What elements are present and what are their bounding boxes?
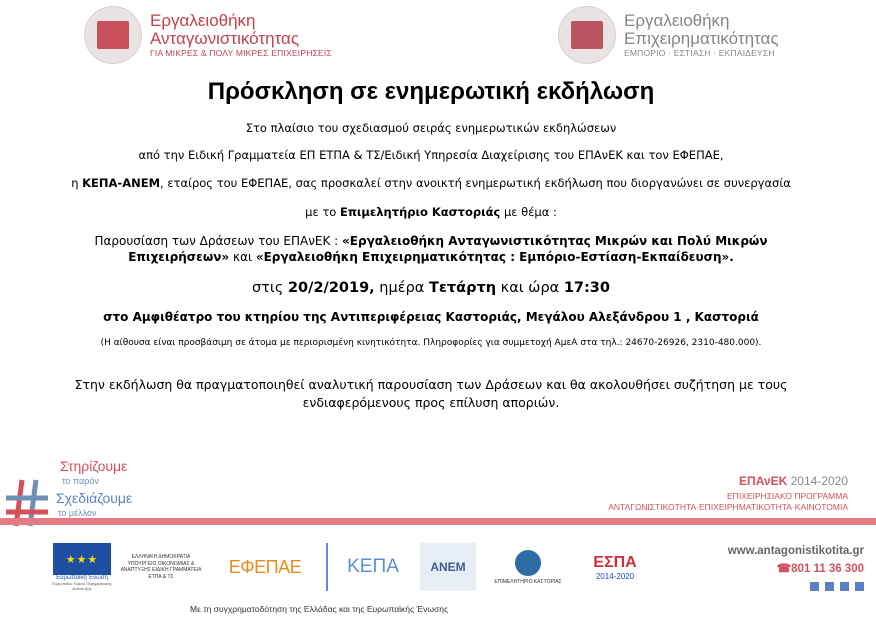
toolkit-logo-icon bbox=[84, 6, 142, 64]
espa-logo: ΕΣΠΑ 2014-2020 bbox=[593, 553, 637, 581]
eu-logo: ★★★ Ευρωπαϊκή Ένωση Ευρωπαϊκό Ταμείο Περιφερειακής Ανάπτυξης bbox=[52, 543, 112, 591]
event-datetime: στις 20/2/2019, ημέρα Τετάρτη και ώρα 17:30 bbox=[252, 280, 610, 296]
slogan-plan-sub: το μέλλον bbox=[58, 508, 97, 518]
body-line-3: η ΚΕΠΑ-ΑΝΕΜ, εταίρος του ΕΦΕΠΑΕ, σας προσκαλεί στην ανοικτή ενημερωτική εκδήλωση που διοργανώνει σε συνεργασία bbox=[71, 176, 791, 190]
body-line-2: από την Ειδική Γραμματεία ΕΠ ΕΤΠΑ & ΤΣ/Ειδική Υπηρεσία Διαχείρισης του ΕΠΑνΕΚ και τον ΕΦΕΠΑΕ, bbox=[138, 148, 724, 162]
slogan-support: Στηρίζουμε bbox=[60, 458, 128, 474]
logo-left-line2: Ανταγωνιστικότητας bbox=[150, 28, 300, 48]
linkedin-icon[interactable] bbox=[855, 582, 864, 591]
event-venue: στο Αμφιθέατρο του κτηρίου της Αντιπεριφέρειας Καστοριάς, Μεγάλου Αλεξάνδρου 1 , Καστοριά bbox=[103, 310, 759, 324]
event-time: 17:30 bbox=[563, 280, 610, 296]
youtube-icon[interactable] bbox=[840, 582, 849, 591]
slogan-plan: Σχεδιάζουμε bbox=[56, 490, 133, 506]
accessibility-note: (Η αίθουσα είναι προσβάσιμη σε άτομα με περιορισμένη κινητικότητα. Πληροφορίες για συμμετοχή ΑμεΑ στα τηλ.: 24670-26926, 2310-480.000). bbox=[100, 338, 762, 348]
body-line-11: ενδιαφερόμενους προς επίλυση αποριών. bbox=[302, 395, 560, 410]
logo-entrepreneurship-toolkit bbox=[558, 6, 779, 64]
logo-competitiveness-toolkit bbox=[84, 6, 332, 64]
body-line-10: Στην εκδήλωση θα πραγματοποιηθεί αναλυτική παρουσίαση των Δράσεων και θα ακολουθήσει συζήτηση με τους bbox=[74, 377, 788, 392]
phone-number: ☎801 11 36 300 bbox=[776, 563, 864, 575]
body-line-5: Παρουσίαση των Δράσεων του ΕΠΑνΕΚ : «Εργαλειοθήκη Ανταγωνιστικότητας Μικρών και Πολύ Μικρών bbox=[94, 234, 768, 248]
event-day: Τετάρτη bbox=[428, 280, 497, 296]
page-title: Πρόσκληση σε ενημερωτική εκδήλωση bbox=[207, 78, 655, 105]
logo-right-line1: Εργαλειοθήκη bbox=[624, 10, 730, 30]
logo-left-sub: ΓΙΑ ΜΙΚΡΕΣ & ΠΟΛΥ ΜΙΚΡΕΣ ΕΠΙΧΕΙΡΗΣΕΙΣ bbox=[150, 48, 332, 59]
twitter-icon[interactable] bbox=[825, 582, 834, 591]
logo-right-line2: Επιχειρηματικότητας bbox=[624, 28, 779, 48]
logo-right-sub: ΕΜΠΟΡΙΟ · ΕΣΤΙΑΣΗ · ΕΚΠΑΙΔΕΥΣΗ bbox=[624, 48, 775, 59]
event-date: 20/2/2019, bbox=[287, 280, 375, 296]
chamber-logo: ΕΠΙΜΕΛΗΤΗΡΙΟ ΚΑΣΤΟΡΙΑΣ bbox=[480, 543, 576, 591]
slogan-support-sub: το παρόν bbox=[62, 476, 99, 486]
logo-left-line1: Εργαλειοθήκη bbox=[150, 10, 256, 30]
footer-divider bbox=[0, 518, 876, 525]
chamber-emblem-icon bbox=[515, 550, 541, 576]
organizer-name: ΚΕΠΑ-ΑΝΕΜ bbox=[82, 176, 161, 190]
body-line-6: Επιχειρήσεων» και «Εργαλειοθήκη Επιχειρηματικότητας : Εμπόριο-Εστίαση-Εκπαίδευση». bbox=[128, 250, 734, 264]
body-line-4: με το Επιμελητήριο Καστοριάς με θέμα : bbox=[305, 205, 557, 219]
toolkit-logo-icon bbox=[558, 6, 616, 64]
website-link[interactable]: www.antagonistikotita.gr bbox=[727, 545, 864, 557]
ministry-logo: ΕΛΛΗΝΙΚΗ ΔΗΜΟΚΡΑΤΙΑ ΥΠΟΥΡΓΕΙΟ ΟΙΚΟΝΟΜΙΑΣ & ΑΝΑΠΤΥΞΗΣ ΕΙΔΙΚΗ ΓΡΑΜΜΑΤΕΙΑ ΕΤΠΑ & ΤΣ bbox=[120, 554, 202, 580]
anem-logo: ΑΝΕΜ bbox=[420, 543, 476, 591]
social-icons bbox=[804, 578, 864, 596]
epanek-logo: ΕΠΑνΕΚ 2014-2020 ΕΠΙΧΕΙΡΗΣΙΑΚΟ ΠΡΟΓΡΑΜΜΑ ΑΝΤΑΓΩΝΙΣΤΙΚΟΤΗΤΑ·ΕΠΙΧΕΙΡΗΜΑΤΙΚΟΤΗΤΑ·ΚΑΙΝΟΤΟΜΙΑ bbox=[608, 474, 848, 512]
facebook-icon[interactable] bbox=[810, 582, 819, 591]
cofunding-note: Με τη συγχρηματοδότηση της Ελλάδας και της Ευρωπαϊκής Ένωσης bbox=[190, 604, 449, 614]
kepa-logo: ΚΕΠΑ bbox=[326, 543, 418, 591]
chamber-name: Επιμελητήριο Καστοριάς bbox=[339, 205, 501, 219]
body-line-1: Στο πλαίσιο του σχεδιασμού σειράς ενημερωτικών εκδηλώσεων bbox=[245, 121, 617, 135]
efepae-logo: ΕΦΕΠΑΕ bbox=[228, 556, 302, 577]
